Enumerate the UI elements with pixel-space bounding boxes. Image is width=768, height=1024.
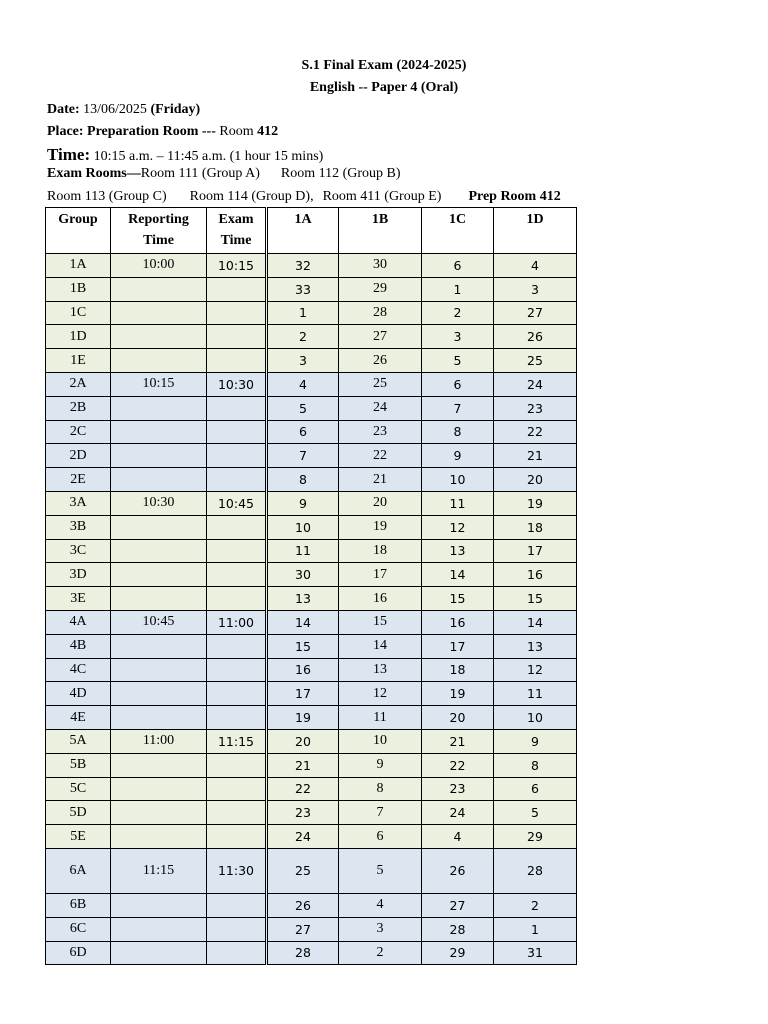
room-b: Room 112 (Group B) — [280, 166, 401, 181]
cell-group: 2E — [46, 468, 111, 492]
cell-1b: 17 — [339, 563, 422, 587]
cell-reporting-time — [111, 349, 207, 373]
cell-1a: 1 — [267, 301, 339, 325]
cell-1c: 23 — [422, 777, 494, 801]
cell-exam-time — [207, 682, 267, 706]
cell-group: 6C — [46, 917, 111, 941]
cell-1a: 10 — [267, 515, 339, 539]
rooms-line-2 — [47, 189, 561, 205]
header-1a: 1A — [267, 208, 339, 254]
cell-group: 5E — [46, 825, 111, 849]
cell-group: 4B — [46, 634, 111, 658]
cell-reporting-time — [111, 801, 207, 825]
cell-1b: 3 — [339, 917, 422, 941]
cell-1b: 30 — [339, 254, 422, 278]
place-room: Room — [219, 124, 254, 139]
cell-1a: 24 — [267, 825, 339, 849]
header-reporting-time: Reporting Time — [111, 208, 207, 254]
cell-1c: 4 — [422, 825, 494, 849]
cell-1d: 31 — [494, 941, 577, 965]
cell-group: 3E — [46, 587, 111, 611]
cell-reporting-time — [111, 396, 207, 420]
cell-exam-time — [207, 801, 267, 825]
cell-1a: 8 — [267, 468, 339, 492]
cell-1c: 20 — [422, 706, 494, 730]
cell-group: 3D — [46, 563, 111, 587]
table-row — [46, 301, 577, 325]
cell-1b: 2 — [339, 941, 422, 965]
cell-1d: 28 — [494, 848, 577, 893]
cell-1d: 18 — [494, 515, 577, 539]
cell-1d: 12 — [494, 658, 577, 682]
place-label: Place: Preparation Room --- — [47, 124, 216, 139]
table-row — [46, 277, 577, 301]
cell-1a: 14 — [267, 610, 339, 634]
cell-1a: 27 — [267, 917, 339, 941]
table-row — [46, 706, 577, 730]
table-row — [46, 515, 577, 539]
cell-1d: 11 — [494, 682, 577, 706]
cell-exam-time — [207, 325, 267, 349]
cell-1a: 11 — [267, 539, 339, 563]
cell-1b: 12 — [339, 682, 422, 706]
cell-1c: 8 — [422, 420, 494, 444]
cell-1c: 21 — [422, 729, 494, 753]
cell-1c: 1 — [422, 277, 494, 301]
cell-1a: 5 — [267, 396, 339, 420]
cell-group: 4A — [46, 610, 111, 634]
cell-1d: 6 — [494, 777, 577, 801]
time-value: 10:15 a.m. – 11:45 a.m. (1 hour 15 mins) — [93, 149, 324, 164]
cell-exam-time: 10:45 — [207, 491, 267, 515]
cell-1c: 6 — [422, 254, 494, 278]
table-row — [46, 539, 577, 563]
cell-1a: 20 — [267, 729, 339, 753]
cell-reporting-time: 10:15 — [111, 372, 207, 396]
prep-room: Prep Room 412 — [468, 189, 561, 204]
cell-1b: 14 — [339, 634, 422, 658]
cell-1b: 10 — [339, 729, 422, 753]
cell-1b: 9 — [339, 753, 422, 777]
cell-1c: 17 — [422, 634, 494, 658]
cell-group: 2C — [46, 420, 111, 444]
cell-1b: 20 — [339, 491, 422, 515]
cell-reporting-time: 11:00 — [111, 729, 207, 753]
cell-1d: 2 — [494, 893, 577, 917]
cell-1a: 23 — [267, 801, 339, 825]
cell-1d: 19 — [494, 491, 577, 515]
table-row — [46, 396, 577, 420]
cell-1b: 5 — [339, 848, 422, 893]
cell-1b: 19 — [339, 515, 422, 539]
table-row — [46, 610, 577, 634]
cell-1a: 26 — [267, 893, 339, 917]
cell-reporting-time — [111, 325, 207, 349]
cell-group: 3B — [46, 515, 111, 539]
cell-1d: 27 — [494, 301, 577, 325]
cell-1c: 9 — [422, 444, 494, 468]
cell-group: 1D — [46, 325, 111, 349]
cell-reporting-time — [111, 917, 207, 941]
cell-1c: 10 — [422, 468, 494, 492]
cell-1a: 28 — [267, 941, 339, 965]
cell-1c: 14 — [422, 563, 494, 587]
cell-group: 5A — [46, 729, 111, 753]
cell-reporting-time: 10:00 — [111, 254, 207, 278]
cell-1a: 25 — [267, 848, 339, 893]
cell-group: 1A — [46, 254, 111, 278]
cell-1d: 4 — [494, 254, 577, 278]
cell-group: 6B — [46, 893, 111, 917]
cell-reporting-time: 11:15 — [111, 848, 207, 893]
cell-1c: 5 — [422, 349, 494, 373]
cell-1d: 25 — [494, 349, 577, 373]
header-1c: 1C — [422, 208, 494, 254]
cell-1d: 29 — [494, 825, 577, 849]
exam-title: S.1 Final Exam (2024-2025) — [301, 58, 467, 73]
cell-exam-time — [207, 658, 267, 682]
header-1d: 1D — [494, 208, 577, 254]
cell-exam-time — [207, 753, 267, 777]
cell-reporting-time: 10:30 — [111, 491, 207, 515]
room-e: Room 411 (Group E) — [322, 189, 442, 204]
table-row — [46, 634, 577, 658]
cell-reporting-time — [111, 420, 207, 444]
cell-1d: 15 — [494, 587, 577, 611]
cell-reporting-time — [111, 563, 207, 587]
cell-1c: 28 — [422, 917, 494, 941]
table-row — [46, 917, 577, 941]
table-row — [46, 848, 577, 893]
cell-1d: 17 — [494, 539, 577, 563]
table-header-row — [46, 208, 577, 254]
cell-exam-time — [207, 917, 267, 941]
cell-group: 5C — [46, 777, 111, 801]
cell-1b: 8 — [339, 777, 422, 801]
cell-1c: 27 — [422, 893, 494, 917]
time-line — [47, 145, 323, 165]
cell-group: 2B — [46, 396, 111, 420]
cell-reporting-time — [111, 587, 207, 611]
cell-1d: 5 — [494, 801, 577, 825]
time-label: Time: — [47, 145, 91, 164]
place-room-number: 412 — [257, 124, 279, 139]
table-row — [46, 587, 577, 611]
cell-1c: 3 — [422, 325, 494, 349]
cell-exam-time — [207, 706, 267, 730]
cell-exam-time — [207, 941, 267, 965]
cell-1d: 23 — [494, 396, 577, 420]
table-row — [46, 682, 577, 706]
cell-1b: 28 — [339, 301, 422, 325]
cell-exam-time — [207, 515, 267, 539]
cell-1c: 16 — [422, 610, 494, 634]
cell-1b: 7 — [339, 801, 422, 825]
cell-1b: 13 — [339, 658, 422, 682]
cell-1a: 4 — [267, 372, 339, 396]
cell-1d: 8 — [494, 753, 577, 777]
cell-1d: 9 — [494, 729, 577, 753]
date-value: 13/06/2025 — [83, 102, 147, 117]
cell-reporting-time — [111, 468, 207, 492]
cell-group: 3A — [46, 491, 111, 515]
cell-1b: 4 — [339, 893, 422, 917]
cell-1b: 15 — [339, 610, 422, 634]
cell-1b: 29 — [339, 277, 422, 301]
cell-1a: 32 — [267, 254, 339, 278]
cell-exam-time — [207, 444, 267, 468]
table-row — [46, 941, 577, 965]
cell-1a: 21 — [267, 753, 339, 777]
cell-1d: 22 — [494, 420, 577, 444]
date-label: Date: — [47, 102, 80, 117]
cell-exam-time — [207, 777, 267, 801]
cell-exam-time — [207, 468, 267, 492]
cell-group: 5B — [46, 753, 111, 777]
cell-reporting-time — [111, 658, 207, 682]
cell-group: 1E — [46, 349, 111, 373]
cell-1b: 21 — [339, 468, 422, 492]
cell-1c: 19 — [422, 682, 494, 706]
cell-group: 1C — [46, 301, 111, 325]
table-row — [46, 491, 577, 515]
table-row — [46, 825, 577, 849]
table-row — [46, 444, 577, 468]
header-1b: 1B — [339, 208, 422, 254]
cell-1d: 24 — [494, 372, 577, 396]
cell-1a: 15 — [267, 634, 339, 658]
cell-1b: 18 — [339, 539, 422, 563]
cell-group: 6D — [46, 941, 111, 965]
cell-1d: 26 — [494, 325, 577, 349]
cell-reporting-time — [111, 682, 207, 706]
cell-1a: 13 — [267, 587, 339, 611]
header-exam-time: Exam Time — [207, 208, 267, 254]
table-row — [46, 372, 577, 396]
cell-reporting-time — [111, 444, 207, 468]
table-row — [46, 801, 577, 825]
cell-1b: 27 — [339, 325, 422, 349]
cell-exam-time: 10:15 — [207, 254, 267, 278]
table-row — [46, 658, 577, 682]
cell-exam-time — [207, 539, 267, 563]
cell-group: 4C — [46, 658, 111, 682]
cell-group: 4E — [46, 706, 111, 730]
cell-1a: 30 — [267, 563, 339, 587]
cell-1b: 11 — [339, 706, 422, 730]
cell-1d: 16 — [494, 563, 577, 587]
cell-1a: 22 — [267, 777, 339, 801]
cell-1b: 22 — [339, 444, 422, 468]
cell-exam-time — [207, 277, 267, 301]
cell-1d: 13 — [494, 634, 577, 658]
cell-group: 2A — [46, 372, 111, 396]
cell-group: 4D — [46, 682, 111, 706]
cell-1d: 20 — [494, 468, 577, 492]
cell-1a: 16 — [267, 658, 339, 682]
cell-reporting-time — [111, 515, 207, 539]
table-row — [46, 349, 577, 373]
cell-1b: 6 — [339, 825, 422, 849]
cell-exam-time — [207, 420, 267, 444]
cell-exam-time: 11:00 — [207, 610, 267, 634]
exam-rooms-label: Exam Rooms— — [47, 166, 141, 181]
cell-exam-time — [207, 825, 267, 849]
cell-1b: 23 — [339, 420, 422, 444]
cell-1c: 11 — [422, 491, 494, 515]
cell-1c: 12 — [422, 515, 494, 539]
cell-exam-time: 11:30 — [207, 848, 267, 893]
date-line — [47, 102, 200, 118]
table-row — [46, 893, 577, 917]
cell-reporting-time — [111, 539, 207, 563]
cell-1c: 22 — [422, 753, 494, 777]
room-d: Room 114 (Group D), — [189, 189, 314, 204]
cell-reporting-time — [111, 277, 207, 301]
cell-1a: 33 — [267, 277, 339, 301]
place-line — [47, 124, 278, 140]
cell-1b: 26 — [339, 349, 422, 373]
cell-1a: 2 — [267, 325, 339, 349]
room-c: Room 113 (Group C) — [47, 189, 167, 204]
table-row — [46, 468, 577, 492]
cell-1a: 6 — [267, 420, 339, 444]
cell-reporting-time: 10:45 — [111, 610, 207, 634]
cell-1a: 7 — [267, 444, 339, 468]
cell-1b: 16 — [339, 587, 422, 611]
cell-1c: 29 — [422, 941, 494, 965]
room-a: Room 111 (Group A) — [140, 166, 260, 181]
cell-reporting-time — [111, 753, 207, 777]
table-row — [46, 325, 577, 349]
cell-1c: 15 — [422, 587, 494, 611]
cell-group: 2D — [46, 444, 111, 468]
cell-1d: 14 — [494, 610, 577, 634]
cell-1c: 24 — [422, 801, 494, 825]
cell-reporting-time — [111, 893, 207, 917]
header-group: Group — [46, 208, 111, 254]
cell-1a: 19 — [267, 706, 339, 730]
cell-1c: 18 — [422, 658, 494, 682]
cell-exam-time: 11:15 — [207, 729, 267, 753]
cell-reporting-time — [111, 301, 207, 325]
cell-reporting-time — [111, 825, 207, 849]
table-row — [46, 777, 577, 801]
cell-exam-time — [207, 349, 267, 373]
cell-1b: 24 — [339, 396, 422, 420]
cell-1d: 21 — [494, 444, 577, 468]
cell-exam-time — [207, 301, 267, 325]
table-row — [46, 254, 577, 278]
cell-1d: 1 — [494, 917, 577, 941]
cell-1d: 3 — [494, 277, 577, 301]
cell-1c: 2 — [422, 301, 494, 325]
table-row — [46, 753, 577, 777]
cell-exam-time — [207, 893, 267, 917]
cell-1a: 3 — [267, 349, 339, 373]
cell-1c: 26 — [422, 848, 494, 893]
cell-exam-time — [207, 634, 267, 658]
cell-group: 3C — [46, 539, 111, 563]
cell-group: 5D — [46, 801, 111, 825]
cell-1c: 13 — [422, 539, 494, 563]
cell-group: 1B — [46, 277, 111, 301]
cell-exam-time — [207, 563, 267, 587]
cell-1b: 25 — [339, 372, 422, 396]
cell-1c: 7 — [422, 396, 494, 420]
cell-1d: 10 — [494, 706, 577, 730]
cell-group: 6A — [46, 848, 111, 893]
cell-reporting-time — [111, 634, 207, 658]
cell-exam-time — [207, 396, 267, 420]
schedule-table — [45, 207, 577, 965]
cell-1a: 9 — [267, 491, 339, 515]
cell-reporting-time — [111, 941, 207, 965]
table-row — [46, 420, 577, 444]
date-day: (Friday) — [150, 102, 201, 117]
exam-subtitle: English -- Paper 4 (Oral) — [309, 80, 459, 95]
table-row — [46, 563, 577, 587]
cell-exam-time: 10:30 — [207, 372, 267, 396]
cell-exam-time — [207, 587, 267, 611]
cell-1c: 6 — [422, 372, 494, 396]
cell-1a: 17 — [267, 682, 339, 706]
cell-reporting-time — [111, 706, 207, 730]
table-row — [46, 729, 577, 753]
cell-reporting-time — [111, 777, 207, 801]
exam-rooms-line — [47, 166, 401, 182]
